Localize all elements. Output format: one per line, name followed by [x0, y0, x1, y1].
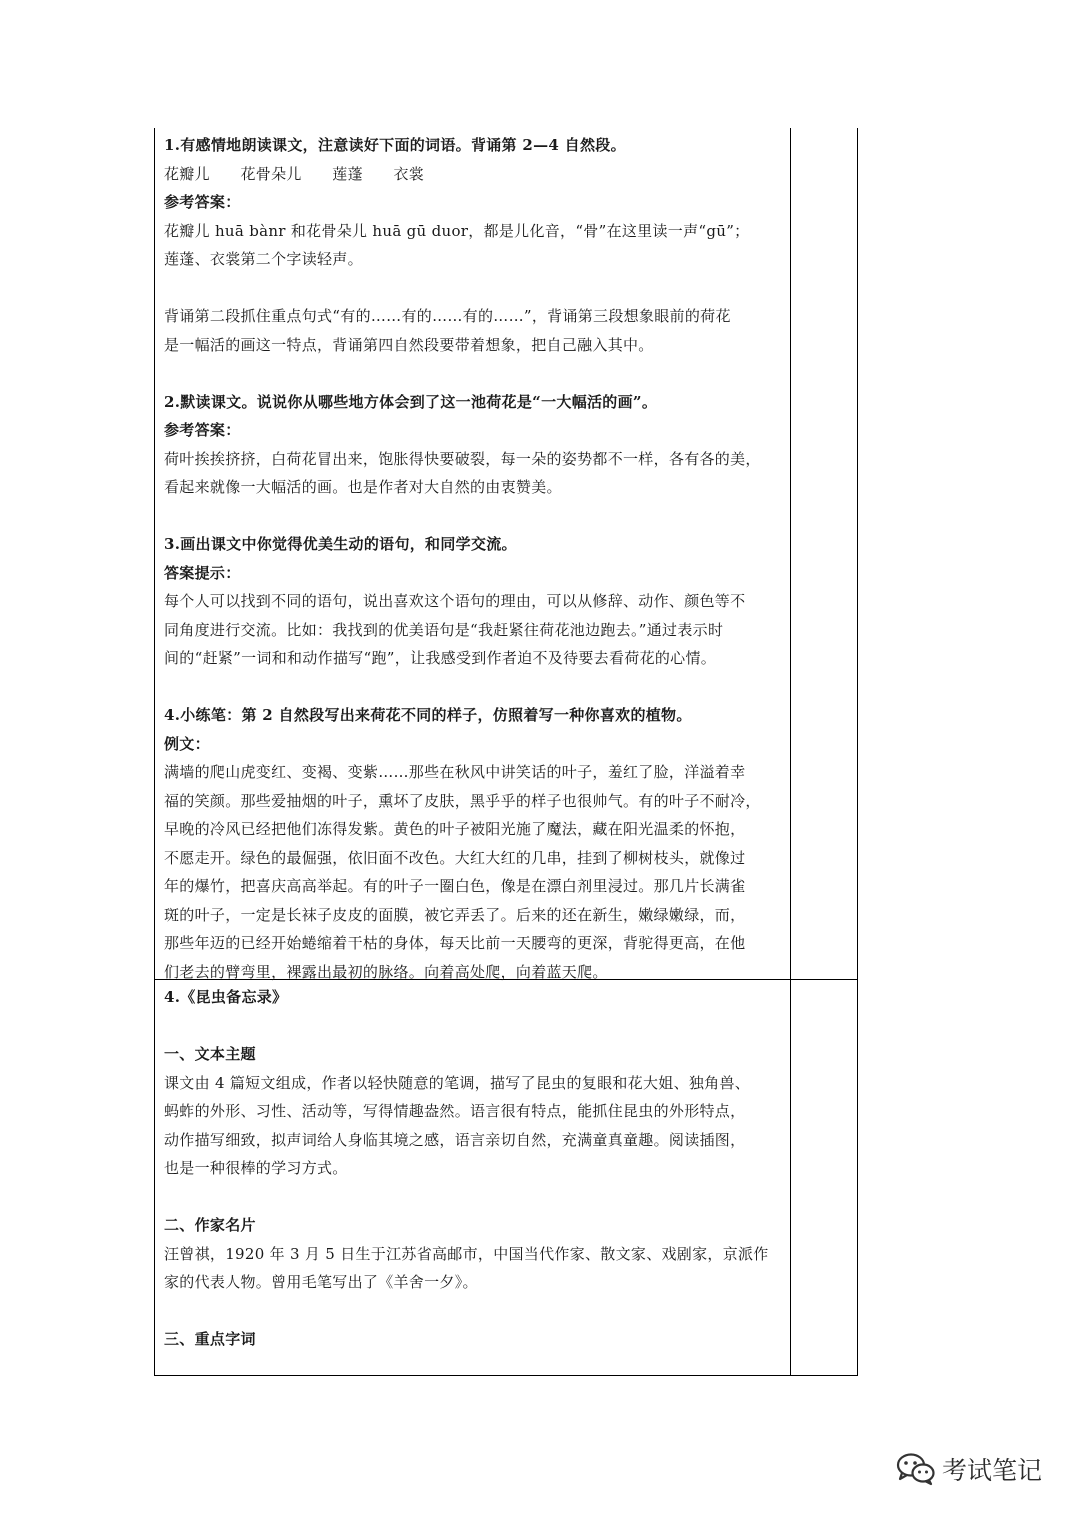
- watermark-text: 考试笔记: [941, 1456, 1042, 1485]
- heading-vocab: 三、重点字词: [164, 1330, 256, 1348]
- answer-1-line: 花瓣儿 huā bànr 和花骨朵儿 huā gū duor，都是儿化音，“骨”在这里读一声“gū”；: [164, 221, 750, 240]
- example-line: 们老去的臂弯里，裸露出最初的脉络。向着高处爬，向着蓝天爬。: [164, 962, 608, 981]
- vocab-words: 花瓣儿 花骨朵儿 莲蓬 衣裳: [164, 164, 425, 183]
- answer-1-line: 莲蓬、衣裳第二个字读轻声。: [164, 250, 363, 268]
- content-table: [154, 128, 858, 1376]
- table-border-right: [857, 128, 858, 1376]
- answer-3-line: 间的“赶紧”一词和和动作描写“跑”，让我感受到作者迫不及待要去看荷花的心情。: [164, 649, 717, 667]
- example-line: 不愿走开。绿色的最倔强，依旧面不改色。大红大红的几串，挂到了柳树枝头，就像过: [164, 848, 746, 867]
- example-line: 早晚的冷风已经把他们冻得发紫。黄色的叶子被阳光施了魔法，藏在阳光温柔的怀抱，: [164, 820, 746, 838]
- table-border-middle: [790, 128, 791, 1376]
- answer-label: 参考答案：: [164, 421, 241, 439]
- watermark: [896, 1451, 1042, 1487]
- hint-label: 答案提示：: [164, 563, 241, 582]
- answer-1-line: 是一幅活的画这一特点，背诵第四自然段要带着想象，把自己融入其中。: [164, 335, 654, 354]
- theme-line: 动作描写细致，拟声词给人身临其境之感，语言亲切自然，充满童真童趣。阅读插图，: [164, 1130, 746, 1149]
- question-3: 3.画出课文中你觉得优美生动的语句，和同学交流。: [164, 535, 517, 553]
- question-2: 2.默读课文。说说你从哪些地方体会到了这一池荷花是“一大幅活的画”。: [164, 392, 658, 411]
- lesson-title: 4.《昆虫备忘录》: [164, 988, 288, 1006]
- example-line: 那些年迈的已经开始蜷缩着干枯的身体，每天比前一天腰弯的更深，背驼得更高，在他: [164, 934, 746, 952]
- answer-2-line: 看起来就像一大幅活的画。也是作者对大自然的由衷赞美。: [164, 478, 562, 496]
- answer-2-line: 荷叶挨挨挤挤，白荷花冒出来，饱胀得快要破裂，每一朵的姿势都不一样，各有各的美，: [164, 449, 761, 468]
- author-line: 家的代表人物。曾用毛笔写出了《羊舍一夕》。: [164, 1273, 478, 1291]
- answer-label: 参考答案：: [164, 193, 241, 211]
- example-line: 斑的叶子，一定是长袜子皮皮的面膜，被它弄丢了。后来的还在新生，嫩绿嫩绿，而，: [164, 905, 746, 924]
- example-line: 福的笑颜。那些爱抽烟的叶子，熏坏了皮肤，黑乎乎的样子也很帅气。有的叶子不耐冷，: [164, 791, 761, 810]
- theme-line: 课文由 4 篇短文组成，作者以轻快随意的笔调，描写了昆虫的复眼和花大姐、独角兽、: [164, 1073, 751, 1092]
- row2-cell: [164, 983, 784, 1354]
- example-label: 例文：: [164, 734, 210, 753]
- question-1: 1.有感情地朗读课文，注意读好下面的词语。背诵第 2—4 自然段。: [164, 136, 626, 154]
- heading-author: 二、作家名片: [164, 1216, 256, 1234]
- example-line: 年的爆竹，把喜庆高高举起。有的叶子一圈白色，像是在漂白剂里浸过。那几片长满雀: [164, 877, 746, 895]
- answer-3-line: 每个人可以找到不同的语句，说出喜欢这个语句的理由，可以从修辞、动作、颜色等不: [164, 592, 746, 610]
- author-line: 汪曾祺，1920 年 3 月 5 日生于江苏省高邮市，中国当代作家、散文家、戏剧家，京派作: [164, 1244, 769, 1263]
- table-border-bottom: [154, 1375, 858, 1376]
- table-border-left: [154, 128, 155, 1376]
- row1-cell: [164, 131, 784, 986]
- example-line: 满墙的爬山虎变红、变褐、变紫……那些在秋风中讲笑话的叶子，羞红了脸，洋溢着幸: [164, 763, 746, 781]
- theme-line: 蚂蚱的外形、习性、活动等，写得情趣盎然。语言很有特点，能抓住昆虫的外形特点，: [164, 1102, 746, 1120]
- heading-theme: 一、文本主题: [164, 1045, 256, 1063]
- answer-3-line: 同角度进行交流。比如：我找到的优美语句是“我赶紧往荷花池边跑去。”通过表示时: [164, 620, 724, 639]
- answer-1-line: 背诵第二段抓住重点句式“有的……有的……有的……”，背诵第三段想象眼前的荷花: [164, 307, 731, 325]
- theme-line: 也是一种很棒的学习方式。: [164, 1159, 348, 1177]
- question-4: 4.小练笔：第 2 自然段写出来荷花不同的样子，仿照着写一种你喜欢的植物。: [164, 706, 692, 724]
- wechat-icon: [896, 1452, 936, 1486]
